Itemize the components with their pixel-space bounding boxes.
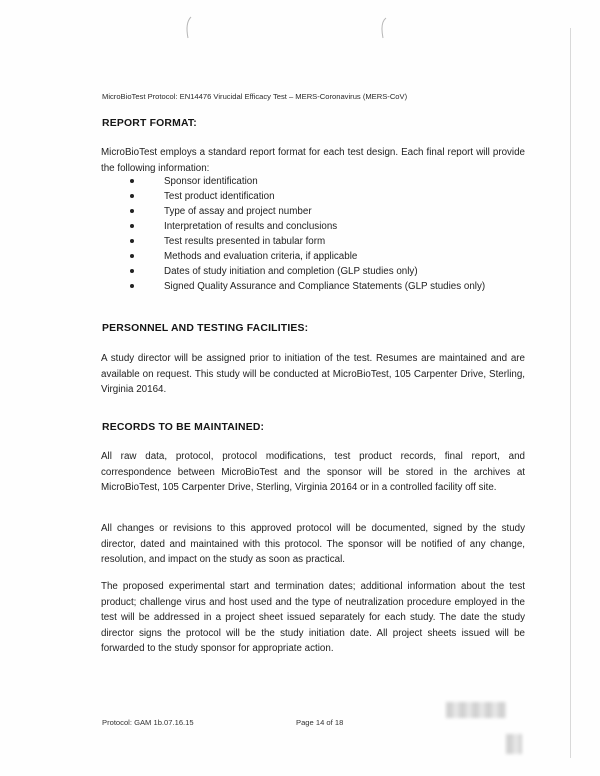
bullet-icon bbox=[130, 194, 134, 198]
footer-protocol-id: Protocol: GAM 1b.07.16.15 bbox=[102, 718, 194, 727]
list-item: Interpretation of results and conclusions bbox=[130, 219, 530, 234]
bullet-icon bbox=[130, 179, 134, 183]
punch-hole-mark-icon bbox=[376, 14, 390, 40]
records-paragraph-2: All changes or revisions to this approved protocol will be documented, signed by the study director, dated and maintained with this protocol. The sponsor will be notified of any change, resolution, and impact on the study as soon as practical. bbox=[101, 523, 525, 565]
bullet-icon bbox=[130, 239, 134, 243]
records-paragraph-3: The proposed experimental start and termination dates; additional information about the test product; challenge virus and host used and the type of neutralization procedure employed in the test will be addressed in a project sheet issued separately for each study. The date the study director signs the protocol will be the study initiation date. All project sheets issued will be forwarded to the study sponsor for appropriate action. bbox=[101, 581, 525, 654]
list-item: Test results presented in tabular form bbox=[130, 234, 530, 249]
report-contents-list bbox=[130, 174, 530, 294]
personnel-paragraph: A study director will be assigned prior to initiation of the test. Resumes are maintained and are available on request. This study will be conducted at MicroBioTest, 105 Carpenter Drive, Sterling, Virginia 20164. bbox=[101, 353, 525, 395]
list-item: Methods and evaluation criteria, if applicable bbox=[130, 249, 530, 264]
section-heading-personnel: PERSONNEL AND TESTING FACILITIES: bbox=[102, 323, 309, 334]
list-item: Dates of study initiation and completion (GLP studies only) bbox=[130, 264, 530, 279]
redacted-mark bbox=[506, 734, 522, 754]
bullet-icon bbox=[130, 254, 134, 258]
report-format-intro: MicroBioTest employs a standard report format for each test design. Each final report will provide the following information: bbox=[101, 147, 525, 174]
punch-hole-mark-icon bbox=[182, 14, 196, 40]
list-item: Signed Quality Assurance and Compliance Statements (GLP studies only) bbox=[130, 279, 530, 294]
records-paragraph-1: All raw data, protocol, protocol modifications, test product records, final report, and correspondence between MicroBioTest and the sponsor will be stored in the archives at MicroBioTest, 105 Carpenter Drive, Sterling, Virginia 20164 or in a controlled facility off site. bbox=[101, 451, 525, 493]
list-item: Test product identification bbox=[130, 189, 530, 204]
footer-page-number: Page 14 of 18 bbox=[296, 718, 344, 727]
bullet-icon bbox=[130, 284, 134, 288]
bullet-icon bbox=[130, 224, 134, 228]
bullet-icon bbox=[130, 269, 134, 273]
list-item: Type of assay and project number bbox=[130, 204, 530, 219]
page-header: MicroBioTest Protocol: EN14476 Virucidal Efficacy Test – MERS-Coronavirus (MERS-CoV) bbox=[102, 92, 408, 101]
section-heading-report-format: REPORT FORMAT: bbox=[102, 118, 197, 129]
bullet-icon bbox=[130, 209, 134, 213]
redacted-signature-block bbox=[446, 702, 506, 718]
list-item: Sponsor identification bbox=[130, 174, 530, 189]
scan-edge-line bbox=[570, 28, 571, 758]
section-heading-records: RECORDS TO BE MAINTAINED: bbox=[102, 422, 265, 433]
